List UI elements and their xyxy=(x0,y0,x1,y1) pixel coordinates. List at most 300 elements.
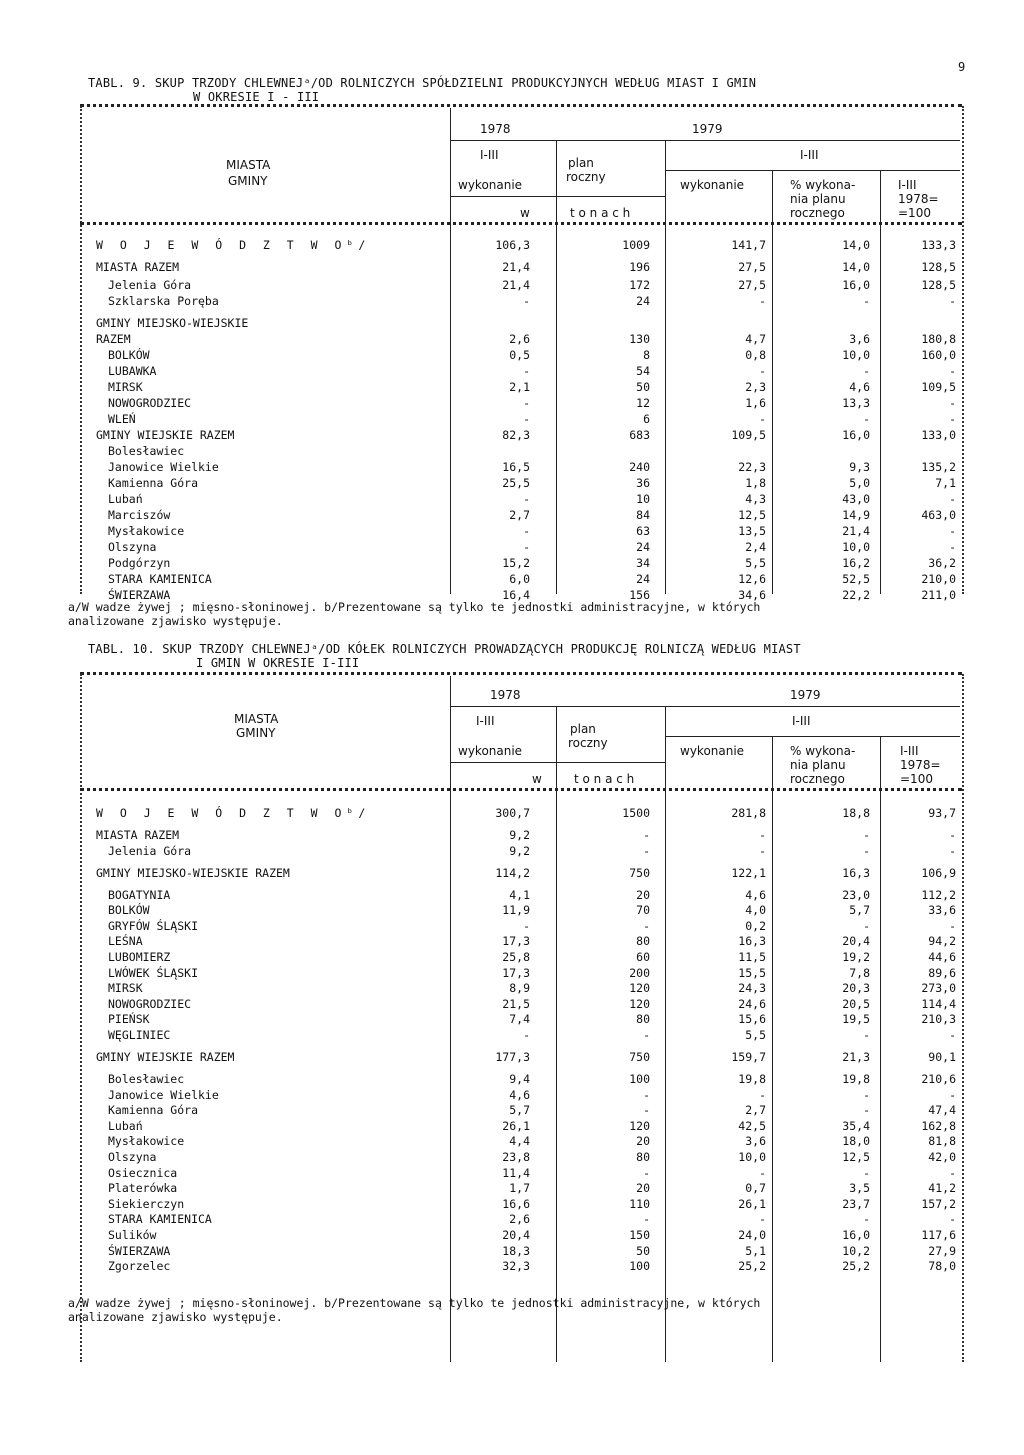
cell-value: 135,2 xyxy=(921,460,956,474)
table-row xyxy=(80,260,960,276)
cell-value: 14,0 xyxy=(842,238,870,252)
t9-hdr-miasta: MIASTA xyxy=(226,158,271,172)
cell-value: 3,6 xyxy=(745,1134,766,1149)
cell-value: - xyxy=(949,364,956,378)
cell-value: 120 xyxy=(629,1118,650,1133)
cell-value: 196 xyxy=(629,260,650,274)
cell-value: 27,5 xyxy=(738,278,766,292)
cell-value: 281,8 xyxy=(731,806,766,820)
cell-value: - xyxy=(863,412,870,426)
cell-value: 10,0 xyxy=(842,348,870,362)
cell-value: 11,4 xyxy=(502,1165,530,1180)
cell-value: 150 xyxy=(629,1228,650,1242)
t10-hdr-i-iii: I-III xyxy=(476,714,495,728)
cell-value: 43,0 xyxy=(842,492,870,506)
row-label: Mysłakowice xyxy=(108,524,185,538)
t9-hrule xyxy=(450,196,665,197)
cell-value: 9,4 xyxy=(509,1072,530,1086)
table-row xyxy=(80,919,960,935)
cell-value: 2,6 xyxy=(509,1212,530,1227)
cell-value: 100 xyxy=(629,1072,650,1086)
row-label: Siekierczyn xyxy=(108,1196,185,1211)
cell-value: - xyxy=(949,396,956,410)
cell-value: 20,5 xyxy=(842,996,870,1011)
cell-value: 16,2 xyxy=(842,556,870,570)
table-row xyxy=(80,1244,960,1260)
cell-value: 5,7 xyxy=(509,1103,530,1118)
row-label: W O J E W Ó D Z T W Oᵇ/ xyxy=(96,238,371,252)
cell-value: - xyxy=(523,540,530,554)
cell-value: 750 xyxy=(629,865,650,880)
cell-value: 0,2 xyxy=(745,918,766,933)
row-label: W O J E W Ó D Z T W Oᵇ/ xyxy=(96,806,371,820)
cell-value: 15,5 xyxy=(738,965,766,980)
t9-hrule xyxy=(665,170,960,171)
row-label: MIRSK xyxy=(108,981,143,996)
row-label: Olszyna xyxy=(108,1150,157,1164)
table-row xyxy=(80,524,960,540)
table-row xyxy=(80,1088,960,1104)
table-row xyxy=(80,364,960,380)
table-row xyxy=(80,294,960,310)
cell-value: 63 xyxy=(636,524,650,538)
t9-hdr-pct-2: nia planu xyxy=(790,192,846,206)
table-row xyxy=(80,572,960,588)
cell-value: 5,5 xyxy=(745,556,766,570)
cell-value: 130 xyxy=(629,332,650,346)
cell-value: 106,3 xyxy=(495,238,530,252)
row-label: STARA KAMIENICA xyxy=(108,1212,212,1227)
table-row xyxy=(80,903,960,919)
row-label: GMINY WIEJSKIE RAZEM xyxy=(96,428,235,442)
cell-value: 10,0 xyxy=(842,540,870,554)
row-label: Janowice Wielkie xyxy=(108,1087,219,1102)
cell-value: 19,2 xyxy=(842,950,870,964)
cell-value: - xyxy=(949,828,956,842)
row-label: Janowice Wielkie xyxy=(108,460,219,474)
cell-value: - xyxy=(759,364,766,378)
cell-value: - xyxy=(949,540,956,554)
cell-value: 16,0 xyxy=(842,1228,870,1242)
cell-value: 157,2 xyxy=(921,1196,956,1211)
table-row xyxy=(80,950,960,966)
row-label: WĘGLINIEC xyxy=(108,1028,171,1042)
cell-value: - xyxy=(863,364,870,378)
cell-value: - xyxy=(643,1212,650,1227)
cell-value: - xyxy=(863,1028,870,1042)
cell-value: 16,5 xyxy=(502,460,530,474)
cell-value: 159,7 xyxy=(731,1050,766,1064)
cell-value: - xyxy=(643,1165,650,1180)
cell-value: 15,2 xyxy=(502,556,530,570)
cell-value: 54 xyxy=(636,364,650,378)
t10-hdr-idx-3: =100 xyxy=(900,772,933,786)
cell-value: 19,8 xyxy=(842,1072,870,1086)
row-label: Osiecznica xyxy=(108,1165,178,1180)
cell-value: 463,0 xyxy=(921,508,956,522)
cell-value: - xyxy=(759,412,766,426)
table-row xyxy=(80,278,960,294)
cell-value: 36,2 xyxy=(928,556,956,570)
cell-value: - xyxy=(949,412,956,426)
t9-caption: TABL. 9. SKUP TRZODY CHLEWNEJᵃ/OD ROLNICZYCH SPÓŁDZIELNI PRODUKCYJNYCH WEDŁUG MIAST I GMIN xyxy=(88,76,757,90)
row-label: Lubań xyxy=(108,492,143,506)
cell-value: 47,4 xyxy=(928,1103,956,1118)
cell-value: 80 xyxy=(636,1150,650,1164)
t9-hdr-wykonanie-1979: wykonanie xyxy=(680,178,745,192)
table-row xyxy=(80,966,960,982)
cell-value: 50 xyxy=(636,1243,650,1258)
table-row xyxy=(80,1212,960,1228)
cell-value: 128,5 xyxy=(921,278,956,292)
cell-value: - xyxy=(643,828,650,842)
t10-hdr-1979: 1979 xyxy=(790,688,821,702)
cell-value: 35,4 xyxy=(842,1118,870,1133)
cell-value: 10,2 xyxy=(842,1243,870,1258)
t10-hrule xyxy=(450,706,960,707)
cell-value: 4,1 xyxy=(509,887,530,902)
table-row xyxy=(80,444,960,460)
row-label: LEŚNA xyxy=(108,934,143,949)
row-label: LUBOMIERZ xyxy=(108,950,171,964)
cell-value: - xyxy=(863,1087,870,1102)
cell-value: 4,7 xyxy=(745,332,766,346)
table-row xyxy=(80,238,960,254)
cell-value: 21,4 xyxy=(842,524,870,538)
t9-hdr-pct-3: rocznego xyxy=(790,206,845,220)
cell-value: 20 xyxy=(636,1134,650,1149)
cell-value: 24,3 xyxy=(738,981,766,996)
cell-value: 8,9 xyxy=(509,981,530,996)
row-label: Platerówka xyxy=(108,1181,178,1196)
cell-value: 14,9 xyxy=(842,508,870,522)
t10-caption-period: I GMIN W OKRESIE I-III xyxy=(196,656,360,670)
cell-value: 172 xyxy=(629,278,650,292)
cell-value: - xyxy=(523,396,530,410)
table-row xyxy=(80,1072,960,1088)
row-label: Jelenia Góra xyxy=(108,278,192,292)
cell-value: - xyxy=(643,1087,650,1102)
cell-value: - xyxy=(949,1087,956,1102)
cell-value: 0,7 xyxy=(745,1181,766,1196)
cell-value: 20,4 xyxy=(842,934,870,949)
cell-value: 1500 xyxy=(622,806,650,820)
cell-value: 177,3 xyxy=(495,1050,530,1064)
cell-value: 1,6 xyxy=(745,396,766,410)
cell-value: - xyxy=(949,918,956,933)
cell-value: 16,3 xyxy=(738,934,766,949)
cell-value: 20 xyxy=(636,887,650,902)
cell-value: 19,5 xyxy=(842,1012,870,1027)
cell-value: 2,4 xyxy=(745,540,766,554)
table-row xyxy=(80,1103,960,1119)
table-row xyxy=(80,1119,960,1135)
cell-value: - xyxy=(949,294,956,308)
t9-hdr-1978: 1978 xyxy=(480,122,511,136)
table-row xyxy=(80,412,960,428)
t9-caption-period: W OKRESIE I - III xyxy=(193,90,320,104)
table-row xyxy=(80,316,960,332)
t10-hdr-1978: 1978 xyxy=(490,688,521,702)
cell-value: - xyxy=(863,828,870,842)
cell-value: - xyxy=(759,1087,766,1102)
cell-value: 34 xyxy=(636,556,650,570)
row-label: BOLKÓW xyxy=(108,903,150,918)
table-row xyxy=(80,1150,960,1166)
cell-value: 27,5 xyxy=(738,260,766,274)
table-row xyxy=(80,1134,960,1150)
cell-value: 25,8 xyxy=(502,950,530,964)
cell-value: 210,6 xyxy=(921,1072,956,1086)
t9-hdr-roczny: roczny xyxy=(566,170,606,184)
row-label: Szklarska Poręba xyxy=(108,294,219,308)
table-row xyxy=(80,380,960,396)
row-label: BOLKÓW xyxy=(108,348,150,362)
row-label: Marciszów xyxy=(108,508,171,522)
cell-value: 11,5 xyxy=(738,950,766,964)
cell-value: 33,6 xyxy=(928,903,956,918)
row-label: STARA KAMIENICA xyxy=(108,572,212,586)
cell-value: 25,5 xyxy=(502,476,530,490)
t9-hdr-plan: plan xyxy=(568,156,594,170)
cell-value: 7,4 xyxy=(509,1012,530,1027)
cell-value: 133,0 xyxy=(921,428,956,442)
cell-value: - xyxy=(523,524,530,538)
t10-header-rule xyxy=(80,788,962,791)
cell-value: - xyxy=(863,1212,870,1227)
cell-value: 4,0 xyxy=(745,903,766,918)
cell-value: - xyxy=(523,364,530,378)
cell-value: 16,6 xyxy=(502,1196,530,1211)
cell-value: - xyxy=(643,843,650,858)
cell-value: 1,8 xyxy=(745,476,766,490)
cell-value: 42,0 xyxy=(928,1150,956,1164)
t9-hdr-gminy: GMINY xyxy=(228,174,268,188)
cell-value: 200 xyxy=(629,965,650,980)
cell-value: 0,8 xyxy=(745,348,766,362)
cell-value: 21,4 xyxy=(502,278,530,292)
cell-value: 180,8 xyxy=(921,332,956,346)
cell-value: 10,0 xyxy=(738,1150,766,1164)
t10-hdr-gminy: GMINY xyxy=(236,726,276,740)
cell-value: 22,3 xyxy=(738,460,766,474)
t9-hdr-1979: 1979 xyxy=(692,122,723,136)
cell-value: 117,6 xyxy=(921,1228,956,1242)
cell-value: 89,6 xyxy=(928,965,956,980)
cell-value: 32,3 xyxy=(502,1259,530,1274)
table-row xyxy=(80,332,960,348)
cell-value: - xyxy=(643,918,650,933)
cell-value: 15,6 xyxy=(738,1012,766,1027)
cell-value: - xyxy=(523,1028,530,1042)
cell-value: 20 xyxy=(636,1181,650,1196)
t10-hdr-tonach: t o n a c h xyxy=(574,772,635,786)
table-row xyxy=(80,556,960,572)
cell-value: - xyxy=(863,1103,870,1118)
cell-value: 23,7 xyxy=(842,1196,870,1211)
cell-value: 2,3 xyxy=(745,380,766,394)
row-label: Jelenia Góra xyxy=(108,843,192,858)
cell-value: 18,8 xyxy=(842,806,870,820)
table-row xyxy=(80,1028,960,1044)
cell-value: - xyxy=(759,1212,766,1227)
table-row xyxy=(80,540,960,556)
cell-value: 122,1 xyxy=(731,865,766,880)
cell-value: - xyxy=(863,843,870,858)
cell-value: 6 xyxy=(643,412,650,426)
cell-value: 8 xyxy=(643,348,650,362)
cell-value: 70 xyxy=(636,903,650,918)
cell-value: 6,0 xyxy=(509,572,530,586)
cell-value: - xyxy=(949,492,956,506)
t10-footnote-cont: analizowane zjawisko występuje. xyxy=(68,1310,283,1324)
cell-value: 114,4 xyxy=(921,996,956,1011)
t9-header-rule xyxy=(80,222,962,225)
row-label: WLEŃ xyxy=(108,412,136,426)
t9-hdr-idx-3: =100 xyxy=(898,206,931,220)
t9-hdr-idx-2: 1978= xyxy=(898,192,939,206)
cell-value: 114,2 xyxy=(495,865,530,880)
cell-value: 3,5 xyxy=(849,1181,870,1196)
cell-value: 5,0 xyxy=(849,476,870,490)
cell-value: 18,0 xyxy=(842,1134,870,1149)
cell-value: - xyxy=(759,828,766,842)
cell-value: - xyxy=(759,843,766,858)
cell-value: 7,1 xyxy=(935,476,956,490)
table-row xyxy=(80,1181,960,1197)
cell-value: 80 xyxy=(636,934,650,949)
row-label: LWÓWEK ŚLĄSKI xyxy=(108,965,199,980)
cell-value: 128,5 xyxy=(921,260,956,274)
t10-hdr-i-iii-1979: I-III xyxy=(792,714,811,728)
t10-hdr-idx-1: I-III xyxy=(900,744,919,758)
cell-value: 100 xyxy=(629,1259,650,1274)
cell-value: - xyxy=(863,294,870,308)
table-row xyxy=(80,806,960,822)
row-label: BOGATYNIA xyxy=(108,887,171,902)
cell-value: 22,2 xyxy=(842,588,870,602)
t10-hdr-roczny: roczny xyxy=(568,736,608,750)
table-row xyxy=(80,844,960,860)
cell-value: 683 xyxy=(629,428,650,442)
cell-value: 25,2 xyxy=(842,1259,870,1274)
cell-value: 4,3 xyxy=(745,492,766,506)
cell-value: 25,2 xyxy=(738,1259,766,1274)
cell-value: 12,5 xyxy=(738,508,766,522)
cell-value: 750 xyxy=(629,1050,650,1064)
row-label: RAZEM xyxy=(96,332,131,346)
row-label: ŚWIERZAWA xyxy=(108,588,171,602)
cell-value: - xyxy=(523,294,530,308)
cell-value: 16,3 xyxy=(842,865,870,880)
table-row xyxy=(80,828,960,844)
cell-value: 160,0 xyxy=(921,348,956,362)
cell-value: - xyxy=(863,918,870,933)
cell-value: 80 xyxy=(636,1012,650,1027)
row-label: MIASTA RAZEM xyxy=(96,260,180,274)
row-label: Mysłakowice xyxy=(108,1134,185,1149)
cell-value: 16,0 xyxy=(842,428,870,442)
cell-value: 42,5 xyxy=(738,1118,766,1133)
cell-value: 24,0 xyxy=(738,1228,766,1242)
table-row xyxy=(80,1012,960,1028)
cell-value: 2,7 xyxy=(509,508,530,522)
row-label: LUBAWKA xyxy=(108,364,157,378)
cell-value: 23,8 xyxy=(502,1150,530,1164)
cell-value: 94,2 xyxy=(928,934,956,949)
cell-value: 18,3 xyxy=(502,1243,530,1258)
row-label: NOWOGRODZIEC xyxy=(108,996,192,1011)
cell-value: 78,0 xyxy=(928,1259,956,1274)
cell-value: 50 xyxy=(636,380,650,394)
cell-value: 1,7 xyxy=(509,1181,530,1196)
cell-value: - xyxy=(949,1165,956,1180)
cell-value: 5,7 xyxy=(849,903,870,918)
cell-value: 27,9 xyxy=(928,1243,956,1258)
cell-value: 120 xyxy=(629,996,650,1011)
table-row xyxy=(80,396,960,412)
table-row xyxy=(80,428,960,444)
table-row xyxy=(80,981,960,997)
cell-value: 10 xyxy=(636,492,650,506)
cell-value: 9,2 xyxy=(509,828,530,842)
cell-value: 17,3 xyxy=(502,965,530,980)
cell-value: 90,1 xyxy=(928,1050,956,1064)
table-row xyxy=(80,460,960,476)
cell-value: 4,4 xyxy=(509,1134,530,1149)
cell-value: 300,7 xyxy=(495,806,530,820)
cell-value: 112,2 xyxy=(921,887,956,902)
cell-value: 7,8 xyxy=(849,965,870,980)
cell-value: 106,9 xyxy=(921,865,956,880)
row-label: Kamienna Góra xyxy=(108,1103,199,1118)
cell-value: 34,6 xyxy=(738,588,766,602)
cell-value: 120 xyxy=(629,981,650,996)
cell-value: 41,2 xyxy=(928,1181,956,1196)
cell-value: 9,2 xyxy=(509,843,530,858)
row-label: PIEŃSK xyxy=(108,1012,150,1027)
row-label: GMINY MIEJSKO-WIEJSKIE xyxy=(96,316,249,330)
row-label: Kamienna Góra xyxy=(108,476,199,490)
table-row xyxy=(80,866,960,882)
cell-value: 26,1 xyxy=(738,1196,766,1211)
row-label: Podgórzyn xyxy=(108,556,171,570)
cell-value: 210,0 xyxy=(921,572,956,586)
cell-value: 52,5 xyxy=(842,572,870,586)
t10-hdr-idx-2: 1978= xyxy=(900,758,941,772)
cell-value: 109,5 xyxy=(921,380,956,394)
row-label: Olszyna xyxy=(108,540,157,554)
cell-value: - xyxy=(949,1212,956,1227)
t9-hdr-w: w xyxy=(520,206,530,220)
t9-footnote: a/W wadze żywej ; mięsno-słoninowej. b/Prezentowane są tylko te jednostki administracyjne, w których xyxy=(68,600,761,614)
t10-hdr-pct-1: % wykona- xyxy=(790,744,856,758)
cell-value: 23,0 xyxy=(842,887,870,902)
cell-value: 16,4 xyxy=(502,588,530,602)
cell-value: 36 xyxy=(636,476,650,490)
cell-value: - xyxy=(643,1103,650,1118)
cell-value: 12 xyxy=(636,396,650,410)
t10-hdr-pct-3: rocznego xyxy=(790,772,845,786)
t10-hdr-wykonanie: wykonanie xyxy=(458,744,523,758)
cell-value: 2,6 xyxy=(509,332,530,346)
cell-value: - xyxy=(759,294,766,308)
t9-hdr-i-iii: I-III xyxy=(480,148,499,162)
row-label: MIRSK xyxy=(108,380,143,394)
cell-value: 26,1 xyxy=(502,1118,530,1133)
cell-value: 4,6 xyxy=(745,887,766,902)
cell-value: 162,8 xyxy=(921,1118,956,1133)
